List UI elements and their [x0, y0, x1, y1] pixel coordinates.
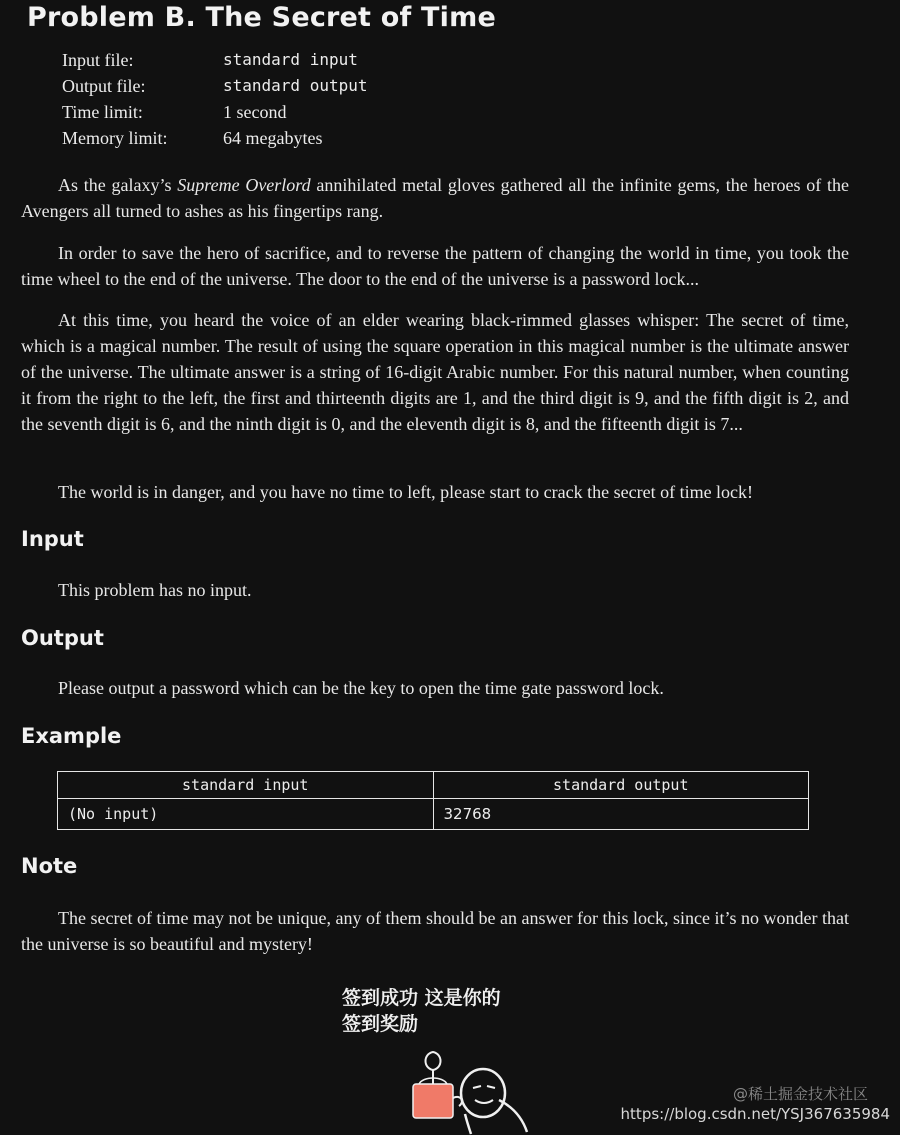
sticker-line-2: 签到奖励: [342, 1013, 419, 1035]
meta-value: 1 second: [223, 102, 287, 122]
input-text: This problem has no input.: [58, 580, 252, 600]
note-text: The secret of time may not be unique, any of them should be an answer for this lock, since it’s no wonder that the universe is so beautiful and mystery!: [21, 908, 849, 954]
meta-value: 64 megabytes: [223, 128, 323, 148]
statement-text: As the galaxy’s: [58, 175, 178, 195]
sticker-meme-image: [405, 1048, 540, 1135]
output-heading: Output: [21, 626, 104, 650]
meta-value: standard input: [223, 50, 358, 69]
note-heading: Note: [21, 854, 78, 878]
statement-paragraph-2: In order to save the hero of sacrifice, and to reverse the pattern of changing the world in time, you took the time wheel to the end of the universe. The door to the end of the universe is a password lock...: [21, 243, 849, 289]
example-row: [58, 799, 809, 830]
output-text: Please output a password which can be the key to open the time gate password lock.: [58, 678, 664, 698]
watermark-site: @稀土掘金技术社区: [732, 1085, 868, 1103]
statement-paragraph-3: At this time, you heard the voice of an elder wearing black-rimmed glasses whisper: The secret of time, which is a magical number. The result of using the square operation in this magical number is the ultimate answer of the universe. The ultimate answer is a string of 16-digit Arabic number. For this natural number, when counting it from the right to the left, the first and thirteenth digits are 1, and the third digit is 9, and the fifth digit is 2, and the seventh digit is 6, and the ninth digit is 0, and the eleventh digit is 8, and the fifteenth digit is 7...: [21, 310, 849, 434]
sticker-line-1: 签到成功 这是你的: [342, 987, 501, 1009]
example-heading: Example: [21, 724, 122, 748]
statement-paragraph-4: The world is in danger, and you have no time to left, please start to crack the secret of time lock!: [58, 482, 754, 502]
meta-row-memory-limit: [62, 125, 368, 151]
example-col-output: standard output: [433, 772, 809, 799]
example-input-cell: (No input): [58, 799, 434, 830]
sticker-caption: [342, 985, 501, 1037]
problem-title: Problem B. The Secret of Time: [27, 2, 496, 33]
problem-meta: [62, 47, 368, 151]
meta-key: Input file:: [62, 50, 134, 70]
watermark-url: https://blog.csdn.net/YSJ367635984: [620, 1105, 890, 1123]
meta-row-output-file: [62, 73, 368, 99]
meta-key: Memory limit:: [62, 128, 168, 148]
meta-row-input-file: [62, 47, 368, 73]
statement-text: annihilated metal gloves gathered all the infinite gems, the heroes of the Avengers all turned to ashes as his fingertips rang.: [21, 175, 850, 221]
statement-paragraph-1: [21, 172, 849, 224]
input-heading: Input: [21, 527, 84, 551]
example-header-row: [58, 772, 809, 799]
example-table: [57, 771, 809, 830]
meta-key: Time limit:: [62, 102, 143, 122]
meta-row-time-limit: [62, 99, 368, 125]
meta-value: standard output: [223, 76, 368, 95]
statement-emphasis: Supreme Overlord: [177, 175, 311, 195]
example-col-input: standard input: [58, 772, 434, 799]
example-output-cell: 32768: [433, 799, 809, 830]
meta-key: Output file:: [62, 76, 146, 96]
